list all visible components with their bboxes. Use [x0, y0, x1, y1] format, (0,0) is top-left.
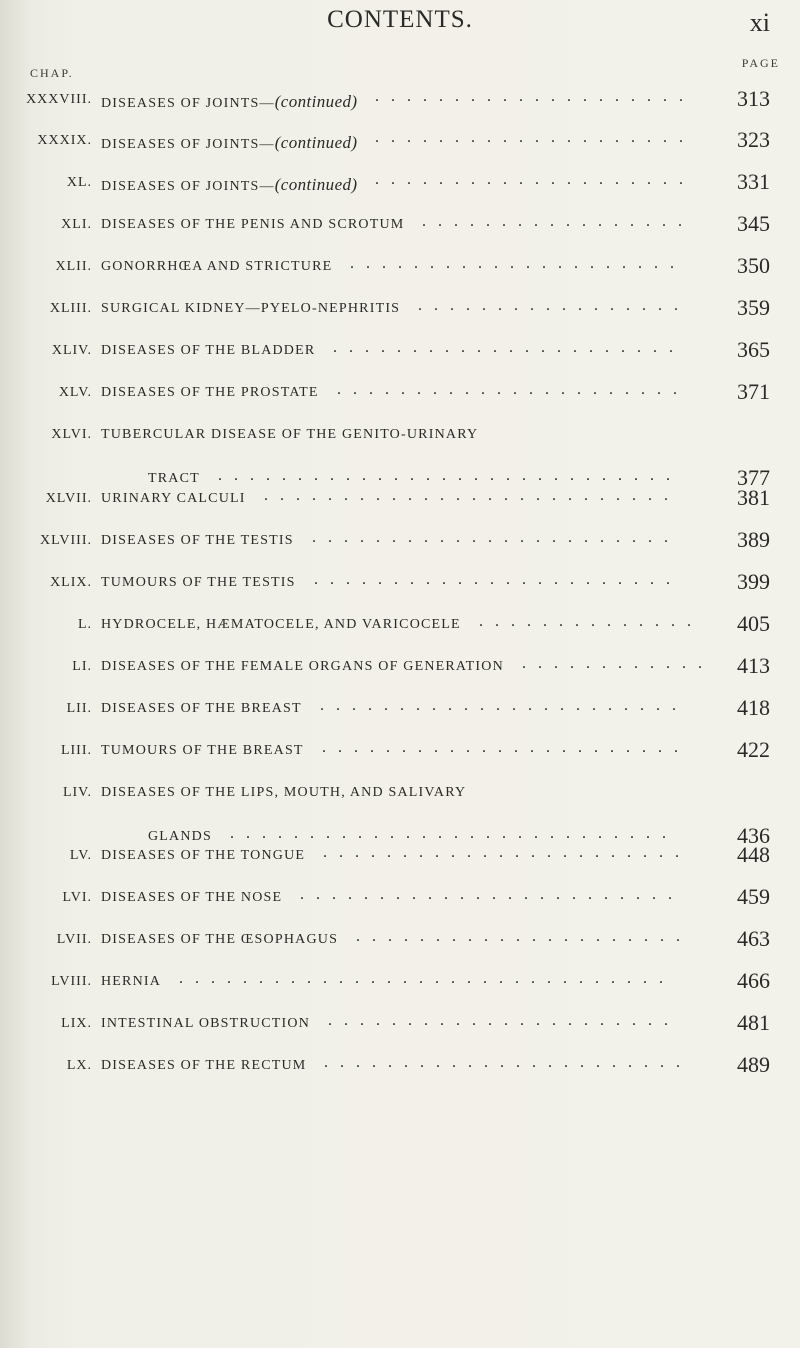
chapter-title-text: DISEASES OF THE BREAST	[101, 701, 302, 716]
chapter-number: XLIX.	[50, 575, 92, 590]
toc-entry	[0, 291, 800, 321]
column-headings	[30, 56, 780, 80]
dot-leader: ............	[522, 655, 714, 672]
chapter-title	[101, 343, 315, 359]
dot-leader: ............................	[230, 825, 678, 842]
dot-leader: ......................	[333, 339, 685, 356]
toc-entry	[0, 1006, 800, 1036]
chapter-number: LX.	[66, 1058, 92, 1073]
toc-entry	[0, 82, 800, 112]
toc-entry	[0, 249, 800, 279]
dot-leader: .....................	[356, 928, 692, 945]
toc-entry	[0, 481, 800, 511]
chapter-title-text: DISEASES OF JOINTS—	[101, 96, 275, 111]
chapter-title	[101, 1016, 310, 1032]
page-number-ref: 345	[737, 211, 770, 236]
chapter-title	[101, 491, 246, 507]
chapter-title	[101, 1058, 306, 1074]
toc-entry	[0, 417, 800, 491]
chapter-title-text: HYDROCELE, HÆMATOCELE, AND VARICOCELE	[101, 617, 461, 632]
chapter-title-continued: (continued)	[274, 92, 358, 111]
chapter-title	[101, 617, 461, 633]
chapter-title	[101, 974, 161, 990]
toc-entry	[0, 838, 800, 868]
page-number-ref: 422	[737, 737, 770, 762]
chapter-title-continued: (continued)	[274, 175, 358, 194]
chapter-number: LVIII.	[51, 974, 92, 989]
page-number-ref: 459	[737, 884, 770, 909]
chapter-number: XLII.	[55, 259, 92, 274]
page-number-ref: 389	[737, 527, 770, 552]
chapter-number: L.	[77, 617, 92, 632]
chapter-title	[101, 175, 357, 195]
page-number-ref: 466	[737, 968, 770, 993]
page-number-ref: 313	[737, 86, 770, 111]
chapter-title-text: DISEASES OF JOINTS—	[101, 137, 275, 152]
toc-entry	[0, 523, 800, 553]
chapter-title	[101, 701, 302, 717]
chapter-column-label: CHAP.	[30, 66, 74, 80]
chapter-title-text: TUBERCULAR DISEASE OF THE GENITO-URINARY	[101, 427, 479, 442]
chapter-title-text: DISEASES OF THE FEMALE ORGANS OF GENERATION	[101, 659, 504, 674]
page-number-ref: 377	[737, 465, 770, 490]
page-number-ref: 413	[737, 653, 770, 678]
chapter-title	[101, 743, 304, 759]
chapter-number: XXXIX.	[37, 133, 92, 148]
page-number-ref: 399	[737, 569, 770, 594]
dot-leader: ..............	[479, 613, 703, 630]
chapter-title-text: DISEASES OF THE BLADDER	[101, 343, 316, 358]
page-number-ref: 481	[737, 1010, 770, 1035]
page-number-ref: 323	[737, 127, 770, 152]
chapter-number: LIV.	[62, 785, 92, 800]
chapter-number: XLVII.	[45, 491, 92, 506]
chapter-title-text: DISEASES OF THE TESTIS	[101, 533, 294, 548]
chapter-title-second-line: TRACT	[148, 471, 200, 486]
chapter-title-text: DISEASES OF THE PENIS AND SCROTUM	[101, 217, 405, 232]
page-number-ref: 331	[737, 169, 770, 194]
chapter-number: XLVI.	[51, 427, 92, 442]
dot-leader: .................	[422, 213, 694, 230]
toc-entry	[0, 733, 800, 763]
chapter-number: XLV.	[58, 385, 92, 400]
chapter-number: LIX.	[61, 1016, 92, 1031]
chapter-title-continued: (continued)	[274, 133, 358, 152]
dot-leader: .......................	[314, 571, 682, 588]
toc-entry	[0, 964, 800, 994]
dot-leader: .....................	[350, 255, 686, 272]
chapter-title	[101, 259, 332, 275]
chapter-title	[101, 848, 305, 864]
chapter-title	[101, 217, 404, 233]
page-number-ref: 418	[737, 695, 770, 720]
chapter-title-text: TUMOURS OF THE TESTIS	[101, 575, 296, 590]
chapter-title-text: DISEASES OF THE PROSTATE	[101, 385, 319, 400]
chapter-number: LII.	[66, 701, 92, 716]
chapter-title	[101, 932, 338, 948]
chapter-title-second-line: GLANDS	[148, 829, 212, 844]
page-title: CONTENTS.	[327, 6, 473, 33]
dot-leader: ....................	[375, 129, 695, 146]
dot-leader: ....................	[375, 88, 695, 105]
dot-leader: .......................	[322, 739, 690, 756]
toc-entry	[0, 207, 800, 237]
toc-entry	[0, 165, 800, 195]
chapter-title	[101, 92, 357, 112]
toc-entry	[0, 1048, 800, 1078]
chapter-number: LVII.	[56, 932, 92, 947]
dot-leader: .......................	[323, 844, 691, 861]
chapter-number: LI.	[72, 659, 92, 674]
chapter-title	[101, 385, 319, 401]
chapter-title	[101, 785, 466, 801]
chapter-number: XL.	[66, 175, 92, 190]
toc-entry	[0, 375, 800, 405]
chapter-number: XLIV.	[51, 343, 92, 358]
dot-leader: .......................	[320, 697, 688, 714]
dot-leader: ..........................	[264, 487, 680, 504]
chapter-title	[101, 301, 400, 317]
page-number-ref: 359	[737, 295, 770, 320]
page-number-ref: 463	[737, 926, 770, 951]
chapter-title	[101, 659, 504, 675]
dot-leader: .......................	[324, 1054, 692, 1071]
chapter-title-text: INTESTINAL OBSTRUCTION	[101, 1016, 311, 1031]
chapter-title-text: DISEASES OF THE LIPS, MOUTH, AND SALIVARY	[101, 785, 467, 800]
toc-entry	[0, 607, 800, 637]
chapter-title	[101, 427, 478, 443]
toc-entry	[0, 565, 800, 595]
toc-entry	[0, 333, 800, 363]
toc-entry	[0, 922, 800, 952]
chapter-number: LVI.	[62, 890, 92, 905]
toc-entry	[0, 123, 800, 153]
page-number-ref: 371	[737, 379, 770, 404]
dot-leader: .................	[418, 297, 690, 314]
chapter-title	[101, 890, 282, 906]
chapter-number: XXXVIII.	[26, 92, 92, 107]
chapter-number: XLI.	[61, 217, 92, 232]
chapter-title	[101, 575, 296, 591]
chapter-title-text: URINARY CALCULI	[101, 491, 246, 506]
dot-leader: ......................	[328, 1012, 680, 1029]
chapter-number: LV.	[69, 848, 92, 863]
page-number: xi	[749, 8, 770, 37]
toc-entry	[0, 880, 800, 910]
chapter-title-text: DISEASES OF THE TONGUE	[101, 848, 306, 863]
page-column-label: PAGE	[741, 56, 780, 70]
toc-entry	[0, 649, 800, 679]
toc-entry	[0, 691, 800, 721]
page-number-ref: 350	[737, 253, 770, 278]
chapter-title-text: DISEASES OF THE RECTUM	[101, 1058, 307, 1073]
running-head	[0, 6, 800, 46]
chapter-title	[101, 133, 357, 153]
chapter-title-text: SURGICAL KIDNEY—PYELO-NEPHRITIS	[101, 301, 401, 316]
dot-leader: .............................	[218, 467, 682, 484]
page-number-ref: 381	[737, 485, 770, 510]
chapter-title	[101, 533, 294, 549]
chapter-title-text: TUMOURS OF THE BREAST	[101, 743, 304, 758]
chapter-number: XLVIII.	[40, 533, 92, 548]
page-number-ref: 365	[737, 337, 770, 362]
page-number-ref: 405	[737, 611, 770, 636]
chapter-title-text: HERNIA	[101, 974, 162, 989]
dot-leader: ........................	[300, 886, 684, 903]
dot-leader: ......................	[337, 381, 689, 398]
dot-leader: ...............................	[179, 970, 675, 987]
chapter-title-text: GONORRHŒA AND STRICTURE	[101, 259, 333, 274]
page-number-ref: 448	[737, 842, 770, 867]
page-number-ref: 436	[737, 823, 770, 848]
page-number-ref: 489	[737, 1052, 770, 1077]
dot-leader: ....................	[375, 171, 695, 188]
chapter-title-text: DISEASES OF THE NOSE	[101, 890, 283, 905]
chapter-number: XLIII.	[49, 301, 92, 316]
chapter-title-text: DISEASES OF THE ŒSOPHAGUS	[101, 932, 339, 947]
chapter-title-text: DISEASES OF JOINTS—	[101, 179, 275, 194]
dot-leader: .......................	[312, 529, 680, 546]
chapter-number: LIII.	[60, 743, 92, 758]
